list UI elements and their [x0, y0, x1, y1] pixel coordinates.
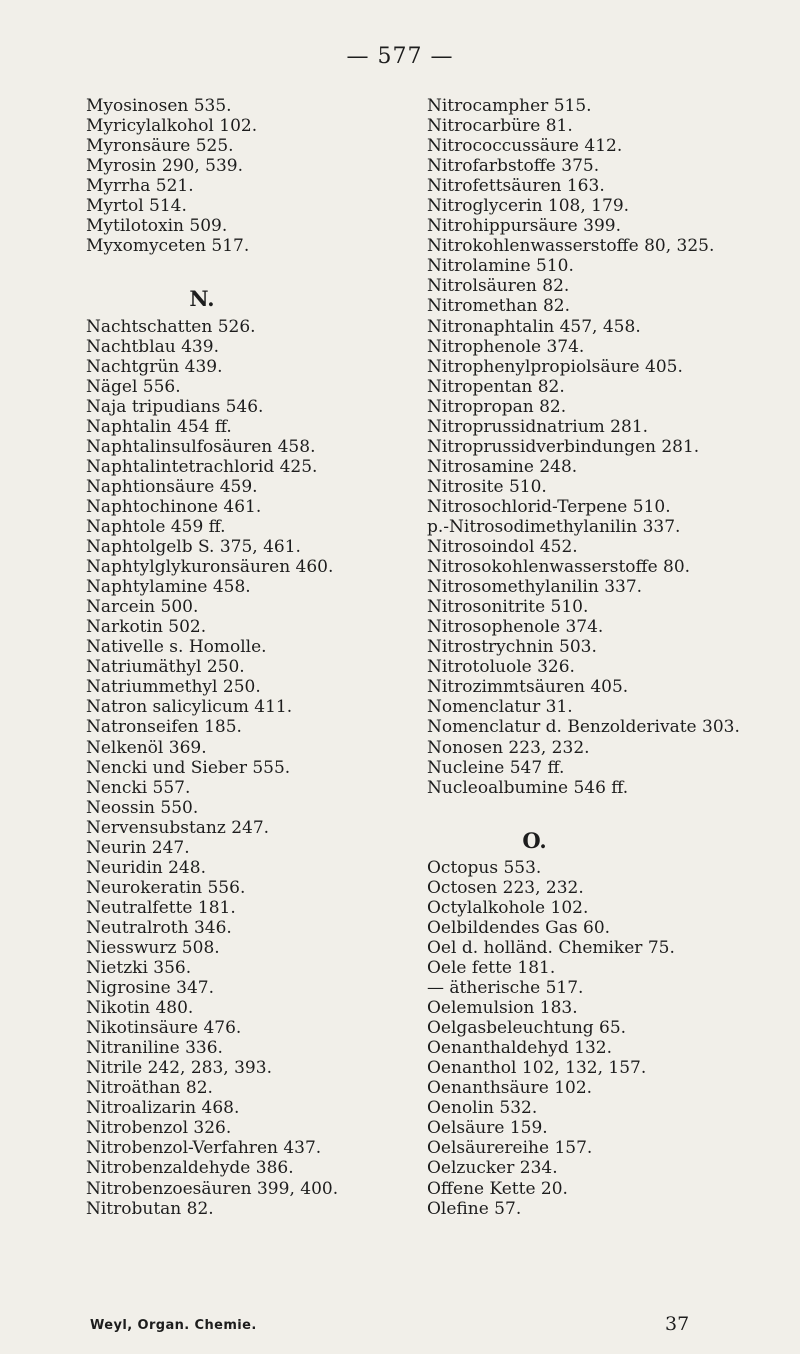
index-entry: Nachtschatten 526. — [86, 316, 256, 337]
index-entry: Myrrha 521. — [86, 176, 194, 197]
index-entry: Naphtalinsulfosäuren 458. — [86, 436, 316, 457]
index-entry: Nitrozimmtsäuren 405. — [427, 677, 629, 698]
index-column-right — [427, 96, 787, 1219]
index-entry: Nencki 557. — [86, 777, 191, 798]
index-entry: Nitropropan 82. — [427, 396, 567, 417]
index-entry: Nomenclatur 31. — [427, 697, 573, 718]
index-entry: Nitroäthan 82. — [86, 1078, 213, 1099]
index-entry: Nitroglycerin 108, 179. — [427, 196, 630, 217]
index-entry: Nitroprussidverbindungen 281. — [427, 436, 700, 457]
index-entry: Nikotin 480. — [86, 998, 194, 1019]
index-entry: Naphtole 459 ff. — [86, 516, 226, 537]
index-entry: Oenanthol 102, 132, 157. — [427, 1058, 647, 1079]
index-entry: Nelkenöl 369. — [86, 737, 207, 758]
index-entry: Octylalkohole 102. — [427, 897, 589, 918]
index-entry: Oelsäure 159. — [427, 1118, 548, 1139]
index-entry: Nitroprussidnatrium 281. — [427, 416, 649, 437]
index-entry: Naphtylglykuronsäuren 460. — [86, 557, 334, 578]
index-entry: Oelsäurereihe 157. — [427, 1138, 593, 1159]
index-entry: Nitrobenzoesäuren 399, 400. — [86, 1178, 339, 1199]
index-entry: Myxomyceten 517. — [86, 236, 250, 257]
index-entry: Neurokeratin 556. — [86, 877, 246, 898]
index-entry: Myrosin 290, 539. — [86, 156, 243, 177]
index-entry: Nitroalizarin 468. — [86, 1098, 240, 1119]
index-entry: Nativelle s. Homolle. — [86, 637, 267, 658]
index-entry: Nitrobenzaldehyde 386. — [86, 1158, 294, 1179]
index-entry: Nucleoalbumine 546 ff. — [427, 777, 629, 798]
index-column-left — [86, 96, 416, 1219]
index-entry: Neurin 247. — [86, 837, 190, 858]
index-entry: Naphtylamine 458. — [86, 577, 251, 598]
index-entry: Nitraniline 336. — [86, 1038, 223, 1059]
index-entry: Olefine 57. — [427, 1198, 522, 1219]
index-entry: Nucleine 547 ff. — [427, 757, 565, 778]
index-entry: Myrtol 514. — [86, 196, 187, 217]
index-entry: Oenanthsäure 102. — [427, 1078, 593, 1099]
index-entry: Myronsäure 525. — [86, 136, 234, 157]
index-entry: Natronseifen 185. — [86, 717, 242, 738]
index-entry: Nitrosophenole 374. — [427, 617, 604, 638]
index-entry: Neossin 550. — [86, 797, 199, 818]
index-entry: Nervensubstanz 247. — [86, 817, 270, 838]
index-entry: Nitrosonitrite 510. — [427, 597, 589, 618]
index-entry: Oenanthaldehyd 132. — [427, 1038, 613, 1059]
index-entry: Myosinosen 535. — [86, 96, 232, 116]
index-entry: Oelzucker 234. — [427, 1158, 558, 1179]
index-entry: — ätherische 517. — [427, 978, 584, 999]
index-entry: Nägel 556. — [86, 376, 181, 397]
index-entry: Natriummethyl 250. — [86, 677, 261, 698]
index-entry: Nitrokohlenwasserstoffe 80, 325. — [427, 236, 715, 257]
index-entry: Neutralfette 181. — [86, 897, 236, 918]
index-entry: Natron salicylicum 411. — [86, 697, 293, 718]
index-entry: Nitrobenzol-Verfahren 437. — [86, 1138, 322, 1159]
index-entry: Naphtalin 454 ff. — [86, 416, 232, 437]
index-entry: Nitrile 242, 283, 393. — [86, 1058, 272, 1079]
index-entry: Nachtblau 439. — [86, 336, 219, 357]
index-entry: Nitrofarbstoffe 375. — [427, 156, 600, 177]
index-entry: Nonosen 223, 232. — [427, 737, 590, 758]
index-entry: Nitrosomethylanilin 337. — [427, 577, 643, 598]
footer-signature: 37 — [665, 1313, 690, 1335]
index-entry: Nitrocampher 515. — [427, 96, 592, 116]
section-heading: N. — [189, 286, 215, 312]
index-entry: Nitrocarbüre 81. — [427, 116, 573, 137]
index-entry: Nietzki 356. — [86, 958, 192, 979]
index-entry: Naphtolgelb S. 375, 461. — [86, 537, 301, 558]
index-entry: Nitrosamine 248. — [427, 456, 578, 477]
spacer — [427, 798, 787, 818]
index-entry: Nitrosochlorid-Terpene 510. — [427, 496, 671, 517]
index-entry: Nitropentan 82. — [427, 376, 565, 397]
footer-publication: Weyl, Organ. Chemie. — [90, 1318, 257, 1333]
index-entry: Oelemulsion 183. — [427, 998, 578, 1019]
index-entry: Natriumäthyl 250. — [86, 657, 245, 678]
index-entry: Oenolin 532. — [427, 1098, 538, 1119]
index-entry: Nencki und Sieber 555. — [86, 757, 291, 778]
index-entry: Nitromethan 82. — [427, 296, 570, 317]
index-entry: Mytilotoxin 509. — [86, 216, 228, 237]
index-entry: Narcein 500. — [86, 597, 199, 618]
index-entry: Nachtgrün 439. — [86, 356, 223, 377]
index-entry: Naphtalintetrachlorid 425. — [86, 456, 318, 477]
index-entry: Neutralroth 346. — [86, 917, 232, 938]
index-entry: Nitrofettsäuren 163. — [427, 176, 605, 197]
index-entry: Nitrophenole 374. — [427, 336, 585, 357]
index-entry: Nitrosoindol 452. — [427, 537, 578, 558]
index-entry: Nitrobenzol 326. — [86, 1118, 232, 1139]
index-entry: Nitrosite 510. — [427, 476, 547, 497]
index-entry: Oel d. holländ. Chemiker 75. — [427, 937, 675, 958]
index-entry: Narkotin 502. — [86, 617, 207, 638]
index-entry: Nitrolamine 510. — [427, 256, 574, 277]
index-entry: Nikotinsäure 476. — [86, 1018, 242, 1039]
index-entry: Naphtochinone 461. — [86, 496, 262, 517]
index-entry: Nitrobutan 82. — [86, 1198, 214, 1219]
index-entry: Myricylalkohol 102. — [86, 116, 258, 137]
page-number: — 577 — — [346, 44, 454, 69]
index-entry: Nitrococcussäure 412. — [427, 136, 623, 157]
section-heading: O. — [522, 827, 547, 853]
index-entry: Nitrolsäuren 82. — [427, 276, 570, 297]
index-entry: Oele fette 181. — [427, 958, 556, 979]
index-entry: Oelgasbeleuchtung 65. — [427, 1018, 627, 1039]
index-entry: Octosen 223, 232. — [427, 877, 584, 898]
index-entry: Nitrotoluole 326. — [427, 657, 575, 678]
spacer — [86, 256, 416, 276]
index-entry: Offene Kette 20. — [427, 1178, 568, 1199]
index-entry: p.-Nitrosodimethylanilin 337. — [427, 516, 681, 537]
index-entry: Nomenclatur d. Benzolderivate 303. — [427, 717, 740, 738]
index-entry: Niesswurz 508. — [86, 937, 220, 958]
index-entry: Naja tripudians 546. — [86, 396, 264, 417]
index-entry: Nitrostrychnin 503. — [427, 637, 597, 658]
index-entry: Nitrosokohlenwasserstoffe 80. — [427, 557, 691, 578]
index-entry: Nitronaphtalin 457, 458. — [427, 316, 641, 337]
index-entry: Octopus 553. — [427, 857, 542, 878]
index-entry: Nigrosine 347. — [86, 978, 214, 999]
index-entry: Neuridin 248. — [86, 857, 206, 878]
index-entry: Nitrohippursäure 399. — [427, 216, 621, 237]
index-entry: Nitrophenylpropiolsäure 405. — [427, 356, 683, 377]
index-entry: Naphtionsäure 459. — [86, 476, 258, 497]
index-entry: Oelbildendes Gas 60. — [427, 917, 611, 938]
